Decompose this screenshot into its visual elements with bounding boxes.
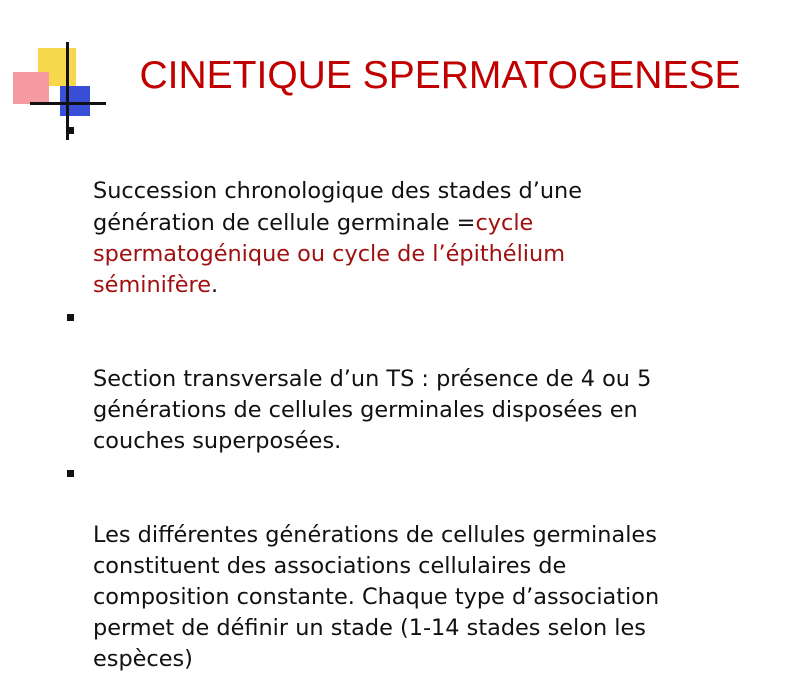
square-bullet-icon [67, 314, 74, 321]
square-bullet-icon [67, 127, 74, 134]
bullet-item [62, 457, 772, 675]
blue-square-icon [60, 86, 90, 116]
bullet-text: Section transversale d’un TS : présence de 4 ou 5 générations de cellules germinales disposées en couches superposées. [93, 365, 652, 455]
pink-square-icon [13, 72, 49, 104]
bullet-item [62, 114, 772, 301]
bullet-highlight-text: cycle spermatogénique ou cycle de l’épithélium séminifère [93, 209, 566, 299]
slide-title: CINETIQUE SPERMATOGENESE [139, 54, 741, 97]
bullet-item [62, 301, 772, 457]
bullet-text: Succession chronologique des stades d’une génération de cellule germinale = [93, 178, 583, 236]
bullet-list [62, 114, 772, 676]
square-bullet-icon [67, 470, 74, 477]
horizontal-line-icon [30, 102, 106, 105]
bullet-text-end: . [211, 272, 219, 299]
bullet-text: Les différentes générations de cellules germinales constituent des associations cellulaires de composition constante. Chaque type d’association permet de définir un stade (1-14 stades selon les espèces) [93, 521, 660, 673]
